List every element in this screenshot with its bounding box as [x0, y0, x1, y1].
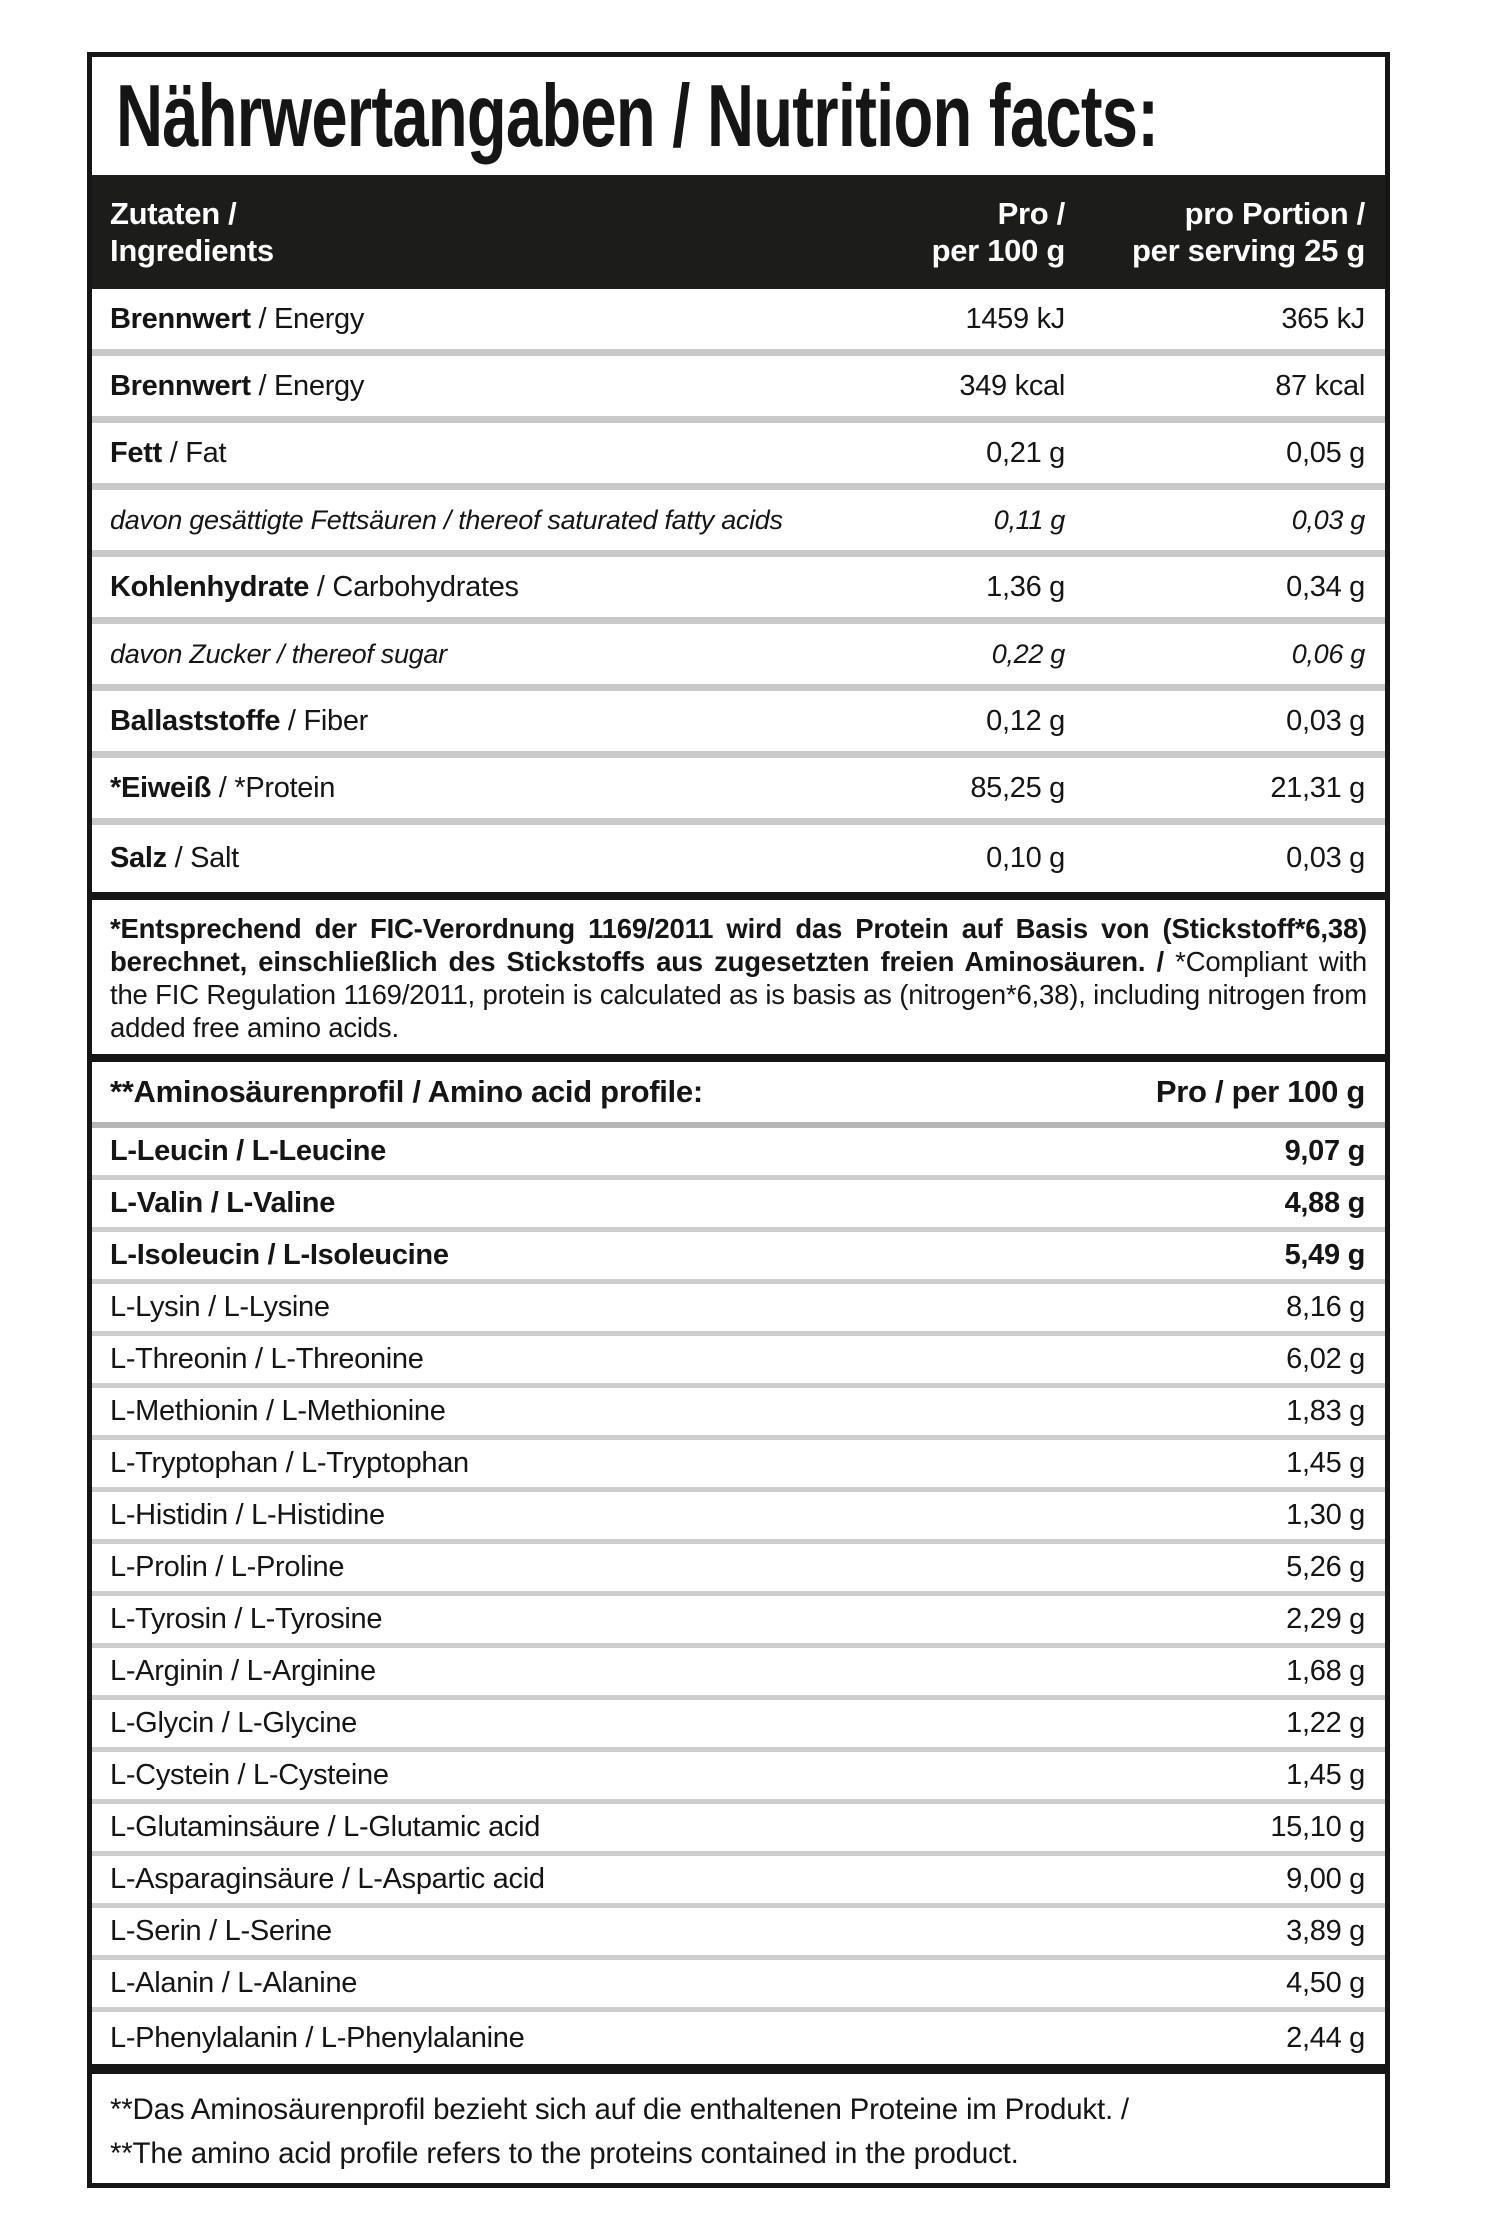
amino-acid-value: 4,88 g — [1284, 1187, 1365, 1219]
amino-acid-name: L-Tryptophan / L-Tryptophan — [110, 1447, 469, 1479]
amino-acid-value: 1,30 g — [1286, 1499, 1365, 1531]
amino-acid-value: 2,44 g — [1286, 2021, 1365, 2054]
nutrient-label: Salz / Salt — [110, 842, 239, 874]
amino-acid-name: L-Glycin / L-Glycine — [110, 1707, 358, 1739]
value-per-100g: 1459 kJ — [965, 302, 1065, 335]
nutrient-label-english: Energy — [274, 302, 365, 335]
nutrient-label-german: Brennwert — [110, 302, 251, 335]
nutrient-label-german: Brennwert — [110, 369, 251, 402]
value-per-100g: 85,25 g — [970, 771, 1065, 804]
table-header-band — [92, 175, 1385, 289]
nutrient-label-english: Fiber — [303, 704, 369, 737]
nutrient-label-german: Fett — [110, 436, 162, 469]
amino-acid-row — [92, 1856, 1385, 1908]
amino-acid-value: 2,29 g — [1286, 1603, 1365, 1635]
nutrient-label-english: Salt — [190, 842, 239, 874]
nutrient-label-english: *Protein — [234, 771, 336, 804]
nutrient-label-german: *Eiweiß — [110, 771, 212, 804]
value-per-serving: 0,03 g — [1286, 842, 1365, 874]
amino-acid-row — [92, 1388, 1385, 1440]
nutrient-row — [92, 490, 1385, 557]
value-per-serving: 87 kcal — [1275, 369, 1365, 402]
amino-acid-row — [92, 1700, 1385, 1752]
divider-above-amino-header — [92, 1054, 1385, 1062]
nutrient-label: *Eiweiß / *Protein — [110, 771, 336, 804]
nutrient-label-english: thereof sugar — [291, 638, 447, 669]
amino-acid-row — [92, 1544, 1385, 1596]
amino-acid-name: L-Asparaginsäure / L-Aspartic acid — [110, 1863, 545, 1895]
page-title: Nährwertangaben / Nutrition facts: — [116, 66, 1159, 165]
nutrient-row — [92, 289, 1385, 356]
nutrient-label-german: Ballaststoffe — [110, 704, 281, 737]
amino-acid-name: L-Phenylalanin / L-Phenylalanine — [110, 2021, 525, 2054]
header-per-serving-column — [1065, 195, 1365, 269]
amino-acid-row — [92, 2012, 1385, 2064]
value-per-100g: 0,12 g — [986, 704, 1065, 737]
amino-acid-name: L-Histidin / L-Histidine — [110, 1499, 385, 1531]
value-per-serving: 0,03 g — [1286, 704, 1365, 737]
amino-acid-rows — [92, 1128, 1385, 2064]
header-per-100g-line1: Pro / — [997, 196, 1065, 231]
nutrient-row — [92, 624, 1385, 691]
nutrient-label-german: Salz — [110, 842, 167, 874]
nutrient-label: Brennwert / Energy — [110, 369, 365, 402]
protein-note — [92, 900, 1385, 1054]
header-ingredients-column — [110, 195, 890, 269]
amino-note-german: **Das Aminosäurenprofil bezieht sich auf die enthaltenen Proteine im Produkt. / — [110, 2093, 1129, 2126]
amino-acid-value: 1,22 g — [1286, 1707, 1365, 1739]
amino-acid-row — [92, 1960, 1385, 2012]
amino-acid-value: 3,89 g — [1286, 1915, 1365, 1947]
nutrient-row — [92, 758, 1385, 825]
nutrient-label-english: Energy — [274, 369, 365, 402]
nutrient-label: davon Zucker / thereof sugar — [110, 638, 447, 669]
value-per-100g: 0,11 g — [993, 504, 1065, 535]
header-ingredients-line1: Zutaten / — [110, 196, 237, 231]
amino-acid-name: L-Serin / L-Serine — [110, 1915, 332, 1947]
label-title-row — [92, 57, 1385, 175]
value-per-serving: 0,06 g — [1291, 638, 1365, 669]
amino-note — [92, 2074, 1385, 2176]
divider-above-amino-note — [92, 2064, 1385, 2074]
amino-acid-value: 15,10 g — [1270, 1811, 1365, 1843]
amino-acid-value: 9,07 g — [1284, 1135, 1365, 1167]
amino-acid-row — [92, 1492, 1385, 1544]
amino-profile-header — [92, 1062, 1385, 1128]
amino-acid-row — [92, 1336, 1385, 1388]
value-per-100g: 0,10 g — [986, 842, 1065, 874]
nutrient-label-english: thereof saturated fatty acids — [458, 504, 783, 535]
amino-acid-name: L-Valin / L-Valine — [110, 1187, 336, 1219]
value-per-100g: 1,36 g — [986, 570, 1065, 603]
header-per-serving-line2: per serving 25 g — [1132, 233, 1365, 268]
nutrient-label-german: davon gesättigte Fettsäuren — [110, 504, 437, 535]
amino-acid-name: L-Arginin / L-Arginine — [110, 1655, 376, 1687]
amino-acid-value: 5,26 g — [1286, 1551, 1365, 1583]
amino-acid-name: L-Leucin / L-Leucine — [110, 1135, 386, 1167]
amino-acid-row — [92, 1232, 1385, 1284]
value-per-serving: 0,03 g — [1291, 504, 1365, 535]
amino-profile-title: **Aminosäurenprofil / Amino acid profile: — [110, 1074, 703, 1109]
amino-acid-row — [92, 1908, 1385, 1960]
amino-acid-value: 1,83 g — [1286, 1395, 1365, 1427]
amino-acid-row — [92, 1128, 1385, 1180]
nutrient-label: Brennwert / Energy — [110, 302, 365, 335]
amino-acid-row — [92, 1596, 1385, 1648]
amino-note-english: **The amino acid profile refers to the proteins contained in the product. — [110, 2137, 1019, 2170]
nutrient-label-english: Carbohydrates — [332, 570, 519, 603]
value-per-100g: 349 kcal — [959, 369, 1065, 402]
nutrient-label: Kohlenhydrate / Carbohydrates — [110, 570, 519, 603]
value-per-serving: 0,05 g — [1286, 436, 1365, 469]
header-per-100g-line2: per 100 g — [931, 233, 1065, 268]
nutrition-facts-label — [87, 52, 1390, 2188]
value-per-serving: 365 kJ — [1281, 302, 1365, 335]
amino-acid-value: 1,68 g — [1286, 1655, 1365, 1687]
amino-acid-name: L-Alanin / L-Alanine — [110, 1967, 358, 1999]
amino-acid-name: L-Glutaminsäure / L-Glutamic acid — [110, 1811, 541, 1843]
nutrient-label-english: Fat — [185, 436, 227, 469]
divider-above-protein-note — [92, 892, 1385, 900]
protein-note-english: *Compliant with the FIC Regulation 1169/2011, protein is calculated as is basis as (nitrogen*6,38), including nitrogen from added free amino acids. — [110, 946, 1367, 1043]
value-per-serving: 0,34 g — [1286, 570, 1365, 603]
amino-acid-value: 5,49 g — [1284, 1239, 1365, 1271]
value-per-serving: 21,31 g — [1270, 771, 1365, 804]
nutrient-label-german: davon Zucker — [110, 638, 270, 669]
amino-acid-name: L-Isoleucin / L-Isoleucine — [110, 1239, 449, 1271]
nutrient-row — [92, 825, 1385, 892]
amino-acid-name: L-Threonin / L-Threonine — [110, 1343, 424, 1375]
amino-acid-row — [92, 1440, 1385, 1492]
amino-acid-row — [92, 1180, 1385, 1232]
amino-acid-value: 8,16 g — [1286, 1291, 1365, 1323]
nutrient-label: Ballaststoffe / Fiber — [110, 704, 369, 737]
amino-acid-value: 6,02 g — [1286, 1343, 1365, 1375]
amino-acid-row — [92, 1804, 1385, 1856]
nutrient-row — [92, 423, 1385, 490]
header-ingredients-line2: Ingredients — [110, 233, 274, 268]
amino-acid-name: L-Tyrosin / L-Tyrosine — [110, 1603, 383, 1635]
nutrient-label-german: Kohlenhydrate — [110, 570, 310, 603]
amino-acid-name: L-Lysin / L-Lysine — [110, 1291, 330, 1323]
amino-acid-value: 1,45 g — [1286, 1447, 1365, 1479]
amino-acid-name: L-Cystein / L-Cysteine — [110, 1759, 389, 1791]
nutrition-rows — [92, 289, 1385, 892]
amino-acid-name: L-Prolin / L-Proline — [110, 1551, 345, 1583]
header-per-100g-column — [890, 195, 1065, 269]
value-per-100g: 0,22 g — [991, 638, 1065, 669]
protein-note-german: *Entsprechend der FIC-Verordnung 1169/2011 wird das Protein auf Basis von (Stickstoff*6,38) berechnet, einschließlich des Stickstoffs aus zugesetzten freien Aminosäuren. / — [110, 913, 1367, 977]
amino-acid-row — [92, 1648, 1385, 1700]
value-per-100g: 0,21 g — [986, 436, 1065, 469]
amino-acid-value: 1,45 g — [1286, 1759, 1365, 1791]
nutrient-label: Fett / Fat — [110, 436, 227, 469]
amino-acid-row — [92, 1284, 1385, 1336]
amino-acid-value: 9,00 g — [1286, 1863, 1365, 1895]
nutrient-row — [92, 356, 1385, 423]
nutrient-row — [92, 557, 1385, 624]
header-per-serving-line1: pro Portion / — [1184, 196, 1365, 231]
amino-acid-row — [92, 1752, 1385, 1804]
nutrient-row — [92, 691, 1385, 758]
nutrient-label: davon gesättigte Fettsäuren / thereof saturated fatty acids — [110, 504, 783, 535]
amino-acid-value: 4,50 g — [1286, 1967, 1365, 1999]
amino-acid-name: L-Methionin / L-Methionine — [110, 1395, 446, 1427]
amino-profile-unit: Pro / per 100 g — [1155, 1074, 1365, 1109]
